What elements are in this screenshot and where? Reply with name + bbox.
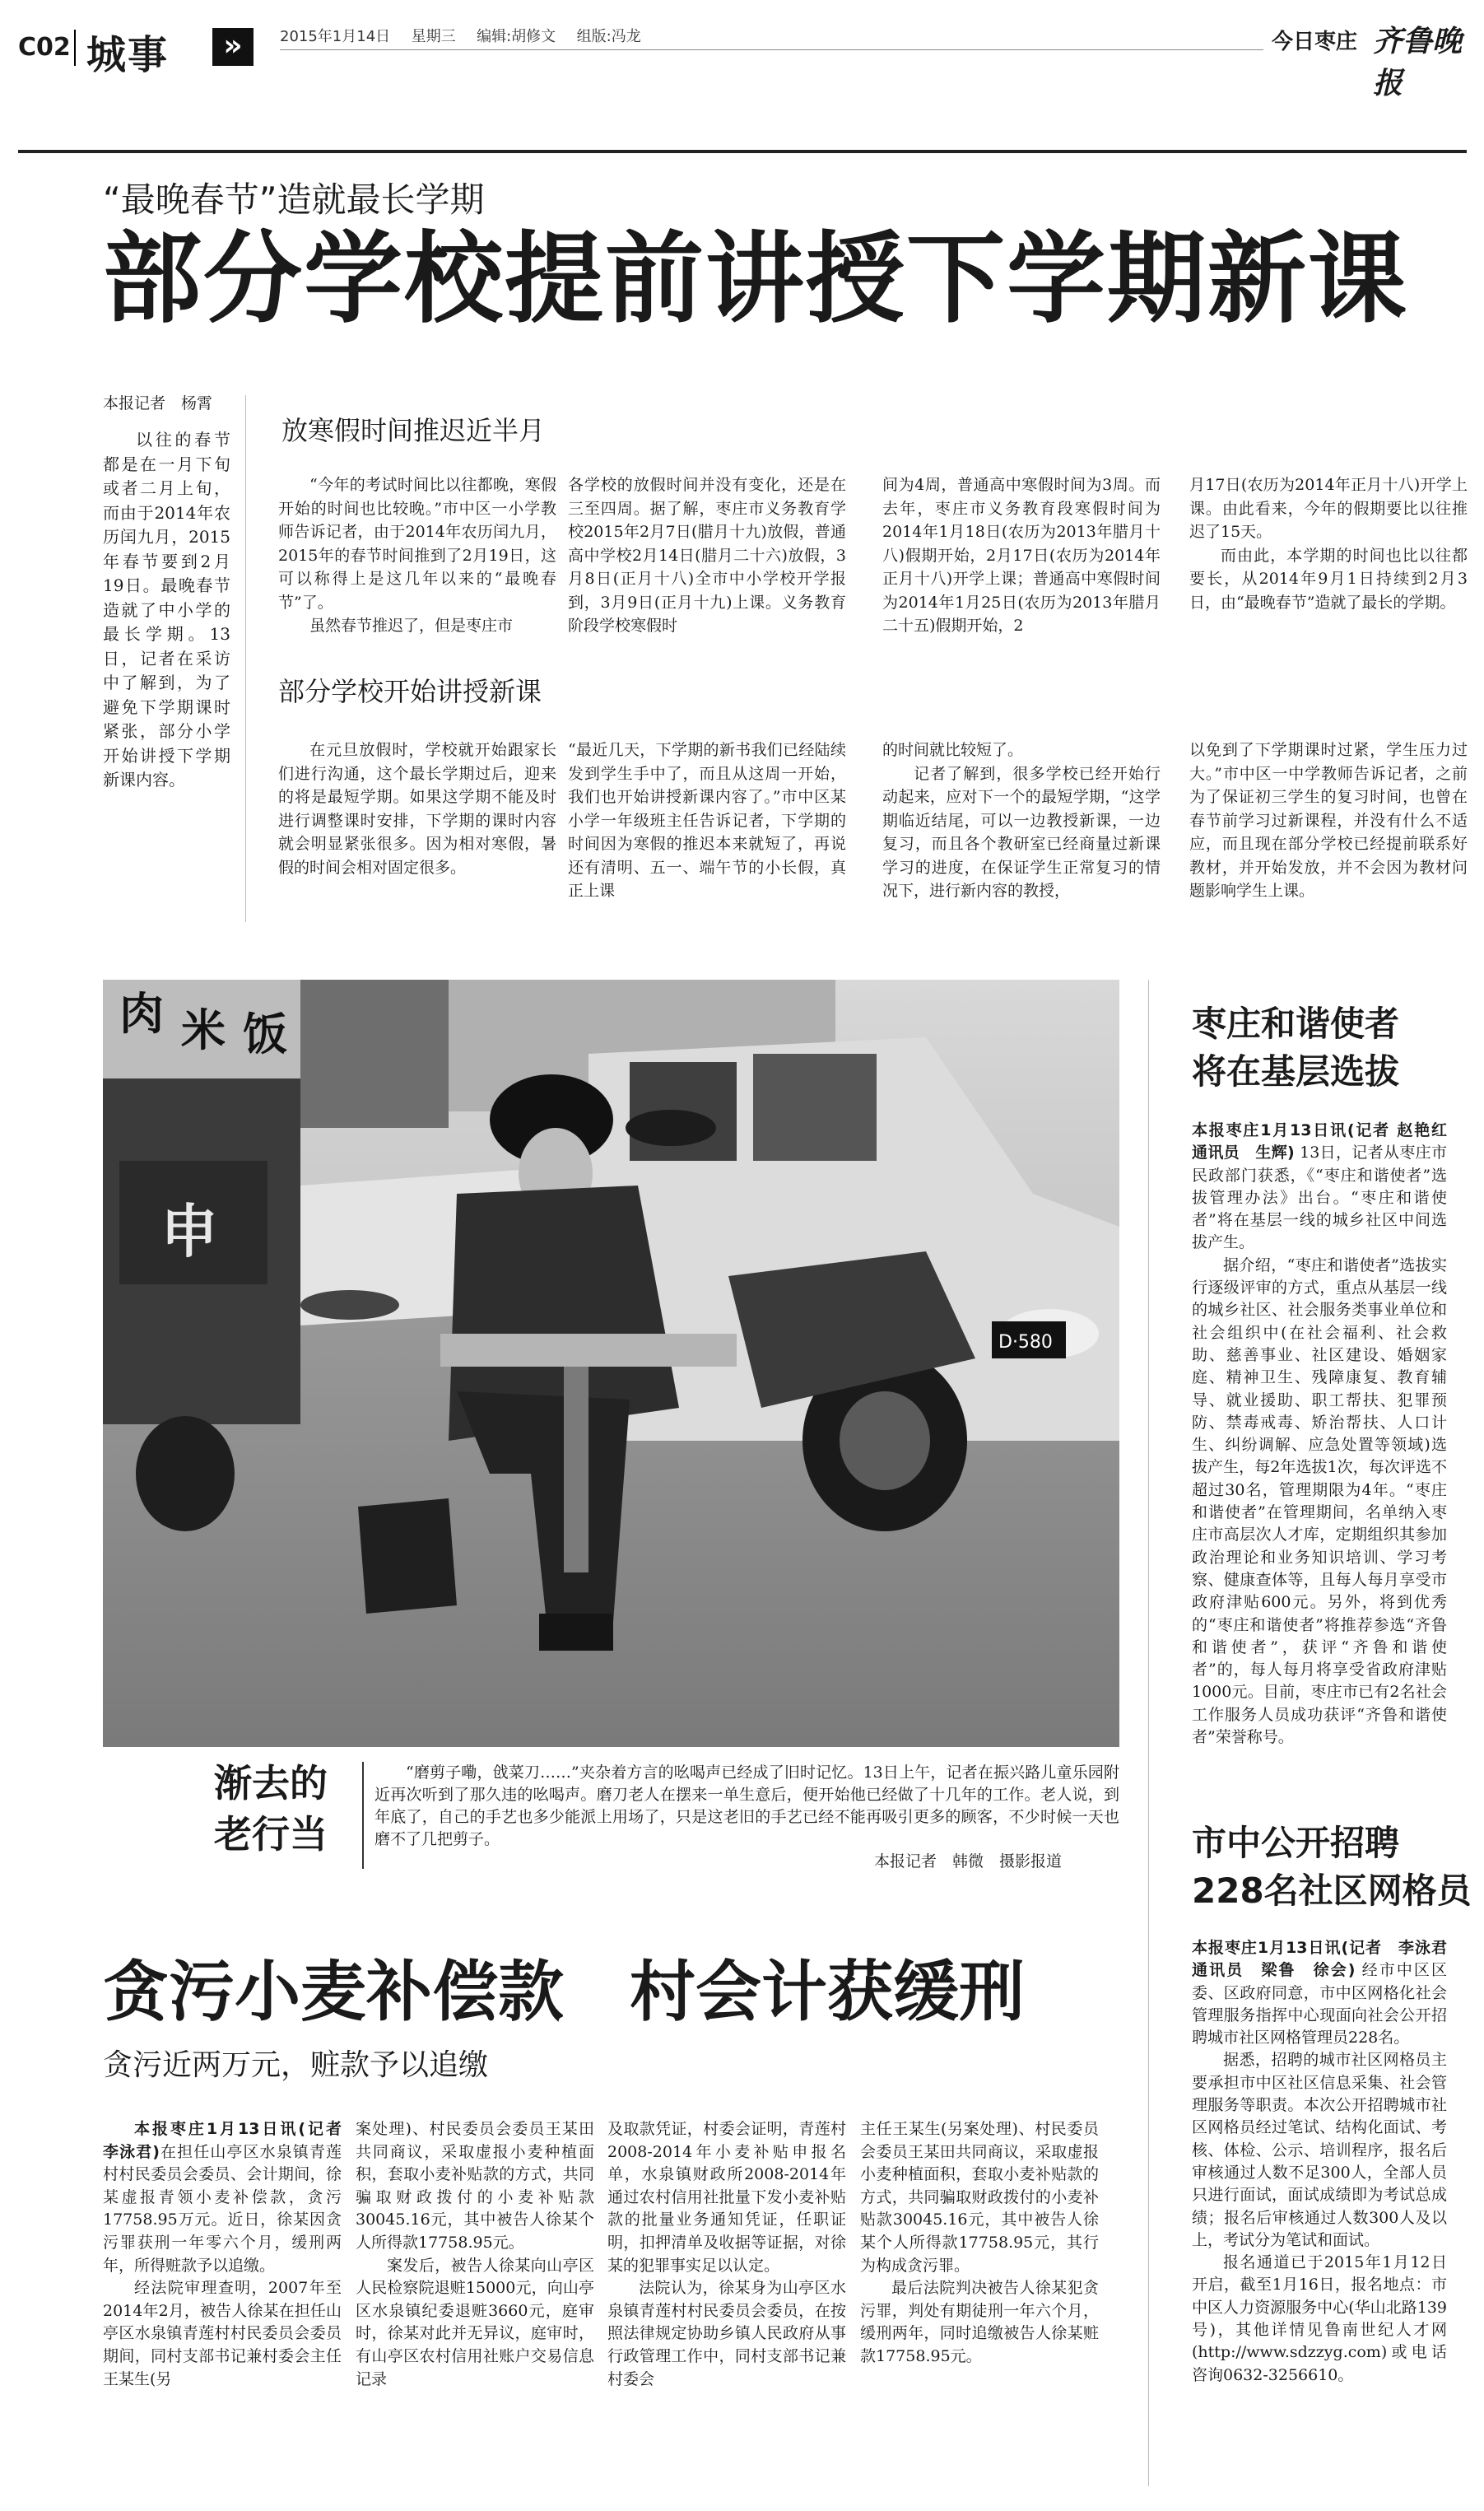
bottom-byline: 本报枣庄1月13日讯(记者 李泳君) [103, 2120, 358, 2161]
bottom-col-3-para: 及取款凭证，村委会证明，青莲村2008-2014年小麦补贴申报名单，水泉镇财政所2008-2014年通过农村信用社批量下发小麦补贴款的批量业务通知凭证，任职证明，扣押清单及收据等证据，对徐某的犯罪事实足以认定。 [607, 2120, 846, 2275]
bottom-col-1 [103, 2118, 358, 2497]
bottom-headline: 贪污小麦补偿款 村会计获缓刑 [103, 1954, 1025, 2030]
header-date: 2015年1月14日 [280, 28, 391, 45]
bottom-col-3 [607, 2118, 846, 2497]
lead-sub1-col-2-para: 各学校的放假时间并没有变化，还是在三至四周。据了解，枣庄市义务教育学校2015年2月7日(腊月十九)放假，普通高中学校2月14日(腊月二十六)放假，3月8日(正月十八)全市中小学校开学报到，3月9日(正月十九)上课。义务教育阶段学校寒假时 [568, 476, 846, 635]
paper-label: 今日枣庄 [1272, 30, 1358, 54]
right2-byline: 本报枣庄1月13日讯(记者 李泳君 通讯员 梁鲁 徐会) [1192, 1939, 1463, 1980]
lead-sub2-col-4 [1189, 738, 1468, 928]
lead-sub2-col-2 [568, 738, 846, 928]
right1-body-para: 13日，记者从枣庄市民政部门获悉，《“枣庄和谐使者”选拔管理办法》出台。“枣庄和谐使者”将在基层一线的城乡社区中间选拔产生。 [1192, 1144, 1447, 1252]
lead-sub1-col-1-para: 虽然春节推迟了，但是枣庄市 [309, 617, 514, 635]
lead-sub2-col-3-para: 记者了解到，很多学校已经开始行动起来，应对下一个的最短学期，“这学期临近结尾，可以一边教授新课，一边复习，而且各个教研室已经商量过新课学习的进度，在保证学生正常复习的情况下，进行新内容的教授， [882, 764, 1161, 900]
right2-body-para: 报名通道已于2015年1月12日开启，截至1月16日，报名地点：市中区人力资源服务中心(华山北路139号)，其他详情见鲁南世纪人才网(http://www.sdzzyg.com)或电话咨询0632-3256610。 [1192, 2253, 1447, 2384]
sign-char-3: 饭 [243, 1009, 287, 1060]
lead-kicker: “最晚春节”造就最长学期 [103, 179, 485, 220]
tricycle-char: 申 [160, 1198, 218, 1265]
bottom-col-1-para: 本报枣庄1月13日讯(记者 李泳君)在担任山亭区水泉镇青莲村村民委员会委员、会计期间，徐某虚报青领小麦补偿款，贪污17758.95万元。近日，徐某因贪污罪获刑一年零六个月，缓刑两年，所得赃款予以追缴。 [103, 2120, 358, 2275]
paper-logo: 齐鲁晚报 [1373, 24, 1463, 100]
header-meta [280, 25, 641, 46]
bottom-col-3-para: 法院认为，徐某身为山亭区水泉镇青莲村村民委员会委员，在按照法律规定协助乡镇人民政府从事行政管理工作中，同村支部书记兼村委会 [607, 2279, 846, 2388]
section-name: 城事 [86, 32, 170, 78]
right2-body-para: 经市中区区委、区政府同意，市中区网格化社会管理服务指挥中心现面向社会公开招聘城市社区网格管理员228名。 [1192, 1961, 1447, 2047]
right2-body-para: 据悉，招聘的城市社区网格员主要承担市中区社区信息采集、社会管理服务等职责。本次公开招聘城市社区网格员经过笔试、结构化面试、考核、体检、公示、培训程序，报名后审核通过人数不足300人，全部人员只进行面试，面试成绩即为考试总成绩；报名后审核通过人数300人及以上，考试分为笔试和面试。 [1192, 2051, 1447, 2249]
right1-byline: 本报枣庄1月13日讯(记者 赵艳红 通讯员 生辉) [1192, 1121, 1463, 1162]
lead-sub1-col-4 [1189, 473, 1468, 646]
lead-sub1-col-1-para: “今年的考试时间比以往都晚，寒假开始的时间也比较晚。”市中区一小学教师告诉记者，由于2014年农历闰九月，2015年的春节时间推到了2月19日，这可以称得上是这几年以来的“最晚春节”了。 [278, 476, 556, 612]
lead-sub2-col-1-para: 在元旦放假时，学校就开始跟家长们进行沟通，这个最长学期过后，迎来的将是最短学期。如果这学期不能及时进行调整课时安排，下学期的课时内容就会明显紧张很多。因为相对寒假，暑假的时间会相对固定很多。 [278, 741, 556, 877]
photo-title-line-2: 老行当 [214, 1812, 328, 1856]
photo-title-line-1: 渐去的 [214, 1761, 328, 1805]
header-layout: 组版:冯龙 [576, 28, 641, 45]
sign-char-1: 肉 [119, 988, 164, 1040]
bottom-col-4-para: 最后法院判决被告人徐某犯贪污罪，判处有期徒刑一年六个月，缓刑两年，同时追缴被告人徐某赃款17758.95元。 [860, 2279, 1099, 2365]
bottom-col-2-para: 案处理)、村民委员会委员王某田共同商议，采取虚报小麦种植面积，套取小麦补贴款的方式，共同骗取财政拨付的小麦补贴款30045.16元，其中被告人徐某个人所得款17758.95元。 [356, 2120, 594, 2252]
lead-sub2-col-4-para: 以免到了下学期课时过紧，学生压力过大。”市中区一中学教师告诉记者，之前为了保证初三学生的复习时间，也曾在春节前学习过新课程，并没有什么不适应，而且现在部分学校已经提前联系好教材，并开始发放，并不会因为教材问题影响学生上课。 [1189, 741, 1468, 900]
right2-body [1192, 1937, 1463, 2387]
photo-credit: 本报记者 韩微 摄影报道 [873, 1852, 1062, 1870]
lead-intro: 以往的春节都是在一月下旬或者二月上旬，而由于2014年农历闰九月，2015年春节要到2月19日。最晚春节造就了中小学的最长学期。13日，记者在采访中了解到，为了避免下学期课时紧张，部分小学开始讲授下学期新课内容。 [103, 430, 230, 790]
header-editor: 编辑:胡修文 [477, 28, 556, 45]
lead-sub1-col-1 [278, 473, 556, 646]
bottom-col-4-para: 主任王某生(另案处理)、村民委员会委员王某田共同商议，采取虚报小麦种植面积，套取小麦补贴款的方式，共同骗取财政拨付的小麦补贴款30045.16元，其中被告人徐某个人所得款17758.95元，其行为构成贪污罪。 [860, 2120, 1099, 2275]
photo-caption: “磨剪子嘞，戗菜刀……”夹杂着方言的吆喝声已经成了旧时记忆。13日上午，记者在振兴路儿童乐园附近再次听到了那久违的吆喝声。磨刀老人在摆来一单生意后，便开始他已经做了十几年的工作。老人说，到年底了，自己的手艺也多少能派上用场了，只是这老旧的手艺已经不能再吸引更多的顾客，不少时候一天也磨不了几把剪子。 本报记者 韩微 摄影报道 [374, 1762, 1119, 1873]
lead-sub2-col-2-para: “最近几天，下学期的新书我们已经陆续发到学生手中了，而且从这周一开始，我们也开始讲授新课内容了。”市中区某小学一年级班主任告诉记者，下学期的时间因为寒假的推迟本来就短了，再说还有清明、五一、端午节的小长假，真正上课 [568, 741, 846, 900]
photo-scene [103, 980, 1119, 1747]
lead-sub2-col-3 [882, 738, 1161, 928]
right1-title-line-1: 枣庄和谐使者 [1192, 1004, 1400, 1044]
right2-title [1192, 1819, 1472, 1915]
section-arrow-icon: » [212, 28, 254, 66]
lead-sub2-col-3-para: 的时间就比较短了。 [882, 741, 1024, 759]
page-header [0, 0, 1484, 100]
right1-title [1192, 1000, 1399, 1096]
lead-byline: 本报记者 杨霄 [103, 394, 213, 412]
lead-sub1-col-3-para: 间为4周，普通高中寒假时间为3周。而去年，枣庄市义务教育段寒假时间为2014年1月18日(农历为2013年腊月十八)假期开始，2月17日(农历为2014年正月十八)开学上课；普通高中寒假时间为2014年1月25日(农历为2013年腊月二十五)假期开始，2 [882, 476, 1161, 635]
lead-headline: 部分学校提前讲授下学期新课 [103, 222, 1408, 337]
right1-title-line-2: 将在基层选拔 [1192, 1051, 1400, 1092]
lead-sub1-col-4-para: 而由此，本学期的时间也比以往都要长，从2014年9月1日持续到2月3日，由“最晚春节”造就了最长的学期。 [1189, 546, 1468, 612]
lead-sub1-col-2 [568, 473, 846, 646]
bottom-col-2-para: 案发后，被告人徐某向山亭区人民检察院退赃15000元，向山亭区水泉镇纪委退赃3660元，庭审时，徐某对此并无异议，庭审时，有山亭区农村信用社账户交易信息记录 [356, 2256, 594, 2388]
right1-body-para: 据介绍，“枣庄和谐使者”选拔实行逐级评审的方式，重点从基层一线的城乡社区、社会服务类事业单位和社会组织中(在社会福利、社会救助、慈善事业、社区建设、婚姻家庭、精神卫生、残障康复、教育辅导、就业援助、职工帮扶、犯罪预防、禁毒戒毒、矫治帮扶、人口计生、纠纷调解、应急处置等领域)选拔产生，每2年选拔1次，每次评选不超过30名，管理期限为4年。“枣庄和谐使者”在管理期间，名单纳入枣庄市高层次人才库，定期组织其参加政治理论和业务知识培训、学习考察、健康查体等，且每人每月享受市政府津贴600元。另外，将到优秀的“枣庄和谐使者”将推荐参选“齐鲁和谐使者”，获评“齐鲁和谐使者”的，每人每月将享受省政府津贴1000元。目前，枣庄市已有2名社会工作服务人员成功获评“齐鲁和谐使者”荣誉称号。 [1192, 1256, 1447, 1747]
bottom-col-2 [356, 2118, 594, 2497]
lead-sub1-col-3 [882, 473, 1161, 646]
header-weekday: 星期三 [411, 28, 456, 45]
photo-plate: D·580 [998, 1332, 1053, 1353]
photo-title [214, 1758, 328, 1860]
right2-title-line-2: 228名社区网格员 [1192, 1870, 1472, 1911]
right1-body [1192, 1120, 1463, 1749]
bottom-subhead: 贪污近两万元，赃款予以追缴 [103, 2048, 489, 2082]
news-photo [103, 980, 1119, 1747]
right2-title-line-1: 市中公开招聘 [1192, 1823, 1400, 1863]
lead-subhead-2: 部分学校开始讲授新课 [278, 676, 542, 707]
lead-sub2-col-1 [278, 738, 556, 928]
bottom-col-1-para: 经法院审理查明，2007年至2014年2月，被告人徐某在担任山亭区水泉镇青莲村村民委员会委员期间，同村支部书记兼村委会主任王某生(另 [103, 2279, 342, 2388]
page-code: C02 [18, 33, 71, 62]
sign-char-2: 米 [181, 1004, 226, 1056]
lead-sub1-col-4-para: 月17日(农历为2014年正月十八)开学上课。由此看来，今年的假期要比以往推迟了15天。 [1189, 476, 1468, 541]
bottom-col-4 [860, 2118, 1099, 2497]
lead-subhead-1: 放寒假时间推迟近半月 [281, 415, 546, 446]
